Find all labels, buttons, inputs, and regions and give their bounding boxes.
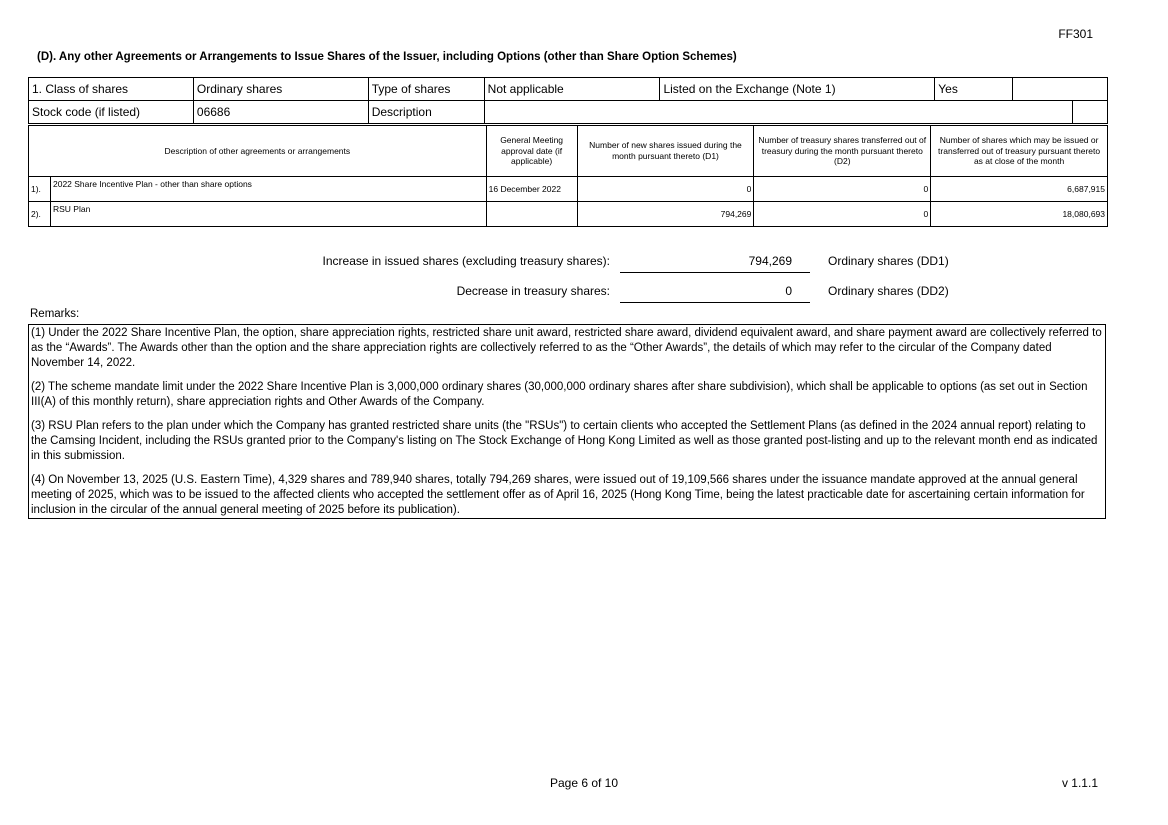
- decrease-unit: Ordinary shares (DD2): [828, 284, 949, 298]
- type-of-shares-value: Not applicable: [484, 78, 660, 101]
- row-issuable: 6,687,915: [931, 177, 1108, 202]
- description-value: [484, 101, 1072, 124]
- section-title: (D). Any other Agreements or Arrangements to Issue Shares of the Issuer, including Options (other than Share Option Schemes): [37, 51, 737, 63]
- stock-code-label: Stock code (if listed): [29, 101, 194, 124]
- col-header-treasury-transferred: Number of treasury shares transferred out of treasury during the month pursuant thereto (D2): [754, 126, 931, 177]
- increase-unit: Ordinary shares (DD1): [828, 254, 949, 268]
- table-row: [29, 202, 1108, 227]
- version-label: v 1.1.1: [1061, 776, 1098, 790]
- remark-2: (2) The scheme mandate limit under the 2022 Share Incentive Plan is 3,000,000 ordinary shares (30,000,000 ordinary shares after share subdivision), which shall be applicable to options (as set out in Section III(A) of this monthly return), share appreciation rights and Other Awards of the Company.: [31, 381, 1088, 408]
- blank-cell: [1073, 101, 1108, 124]
- increase-label: Increase in issued shares (excluding treasury shares):: [322, 254, 610, 268]
- remark-3: (3) RSU Plan refers to the plan under which the Company has granted restricted share units (the "RSUs") to certain clients who accepted the Settlement Plans (as defined in the 2024 annual report) relating to the Camsing Incident, including the RSUs granted prior to the Company's listing on The Stock Exchange of Hong Kong Limited as well as those granted post-listing and up to the relevant month end as indicated in this submission.: [31, 420, 1098, 462]
- row-index: 2).: [29, 202, 51, 227]
- decrease-label: Decrease in treasury shares:: [456, 284, 610, 298]
- remarks-label: Remarks:: [30, 308, 80, 320]
- class-of-shares-label: 1. Class of shares: [29, 78, 194, 101]
- increase-value: 794,269: [620, 254, 810, 273]
- col-header-new-shares: Number of new shares issued during the month pursuant thereto (D1): [577, 126, 754, 177]
- row-approval-date: [486, 202, 577, 227]
- arrangements-table: [28, 125, 1108, 227]
- table-row: [29, 177, 1108, 202]
- page-number: Page 6 of 10: [549, 776, 619, 790]
- col-header-issuable: Number of shares which may be issued or transferred out of treasury pursuant thereto as at close of the month: [931, 126, 1108, 177]
- col-header-description: Description of other agreements or arrangements: [29, 126, 487, 177]
- remarks-box: [28, 324, 1106, 519]
- blank-cell: [1013, 78, 1108, 101]
- listed-label: Listed on the Exchange (Note 1): [660, 78, 935, 101]
- remark-1: (1) Under the 2022 Share Incentive Plan, the option, share appreciation rights, restricted share unit award, restricted share award, dividend equivalent award, and share payment award are collectively referred to as the “Awards”. The Awards other than the option and the share appreciation rights are collectively referred to as the “Other Awards”, the details of which may refer to the circular of the Company dated November 14, 2022.: [31, 327, 1102, 369]
- row-treasury: 0: [754, 177, 931, 202]
- share-class-table: [28, 77, 1108, 124]
- type-of-shares-label: Type of shares: [368, 78, 484, 101]
- form-code: FF301: [1058, 27, 1093, 41]
- row-approval-date: 16 December 2022: [486, 177, 577, 202]
- description-label: Description: [368, 101, 484, 124]
- listed-value: Yes: [935, 78, 1013, 101]
- row-description: 2022 Share Incentive Plan - other than share options: [50, 177, 486, 202]
- col-header-approval-date: General Meeting approval date (if applicable): [486, 126, 577, 177]
- remark-4: (4) On November 13, 2025 (U.S. Eastern Time), 4,329 shares and 789,940 shares, totally 794,269 shares, were issued out of 19,109,566 shares under the issuance mandate approved at the annual general meeting of 2025, which was to be issued to the affected clients who accepted the settlement offer as of April 16, 2025 (Hong Kong Time, being the latest practicable date for ascertaining certain information for inclusion in the circular of the annual general meeting of 2025 before its publication).: [31, 474, 1085, 516]
- row-new-shares: 0: [577, 177, 754, 202]
- row-description: RSU Plan: [50, 202, 486, 227]
- row-issuable: 18,080,693: [931, 202, 1108, 227]
- stock-code-value: 06686: [193, 101, 368, 124]
- row-new-shares: 794,269: [577, 202, 754, 227]
- class-of-shares-value: Ordinary shares: [193, 78, 368, 101]
- decrease-value: 0: [620, 284, 810, 303]
- row-treasury: 0: [754, 202, 931, 227]
- row-index: 1).: [29, 177, 51, 202]
